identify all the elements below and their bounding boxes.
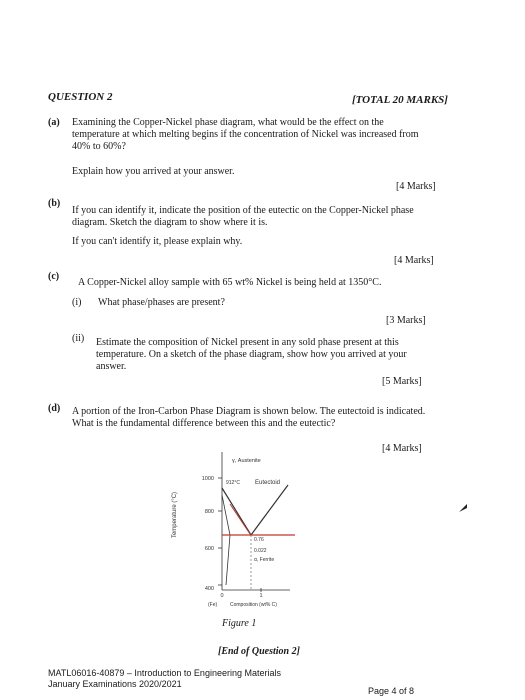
part-b-marks: [4 Marks] [394, 255, 434, 266]
ferrite-label: α, Ferrite [254, 557, 275, 563]
part-d-line1: A portion of the Iron-Carbon Phase Diagram is shown below. The eutectoid is indicated. [72, 406, 426, 417]
alpha-solvus [222, 495, 230, 535]
part-d-line2: What is the fundamental difference between this and the eutectic? [72, 418, 336, 429]
label-912: 912°C [226, 480, 240, 486]
x-axis-label: Composition (wt% C) [230, 602, 277, 608]
part-d-label: (d) [48, 403, 61, 414]
part-b-label: (b) [48, 198, 61, 209]
austenite-label: γ, Austenite [232, 458, 261, 464]
part-c-ii-marks: [5 Marks] [382, 376, 422, 387]
part-b-line2: diagram. Sketch the diagram to show where it is. [72, 217, 268, 228]
iron-carbon-svg [170, 440, 310, 615]
part-a-marks: [4 Marks] [396, 181, 436, 192]
part-b-line3: If you can't identify it, please explain why. [72, 236, 243, 247]
part-c-ii-text [96, 337, 476, 373]
part-a-explain: Explain how you arrived at your answer. [72, 166, 235, 177]
a3-line [222, 488, 251, 535]
footer-exam: January Examinations 2020/2021 [48, 679, 182, 689]
part-c-ii-line2: temperature. On a sketch of the phase diagram, show how you arrived at your [96, 349, 407, 360]
part-b-text [72, 205, 462, 229]
part-d-text [72, 406, 472, 430]
eutectoid-pointer [230, 504, 250, 534]
part-c-i-text: What phase/phases are present? [98, 297, 225, 308]
part-a-line1: Examining the Copper-Nickel phase diagram, what would be the effect on the [72, 117, 384, 128]
eutectoid-label: Eutectoid [255, 480, 281, 486]
footer-page: Page 4 of 8 [368, 686, 415, 696]
part-c-label: (c) [48, 271, 60, 282]
part-d-marks: [4 Marks] [382, 443, 422, 454]
y-tick-label-600: 600 [204, 546, 214, 552]
y-axis-label: Temperature (°C) [172, 491, 178, 539]
part-a-label: (a) [48, 117, 60, 128]
footer-course: MATL06016-40879 – Introduction to Engineering Materials [48, 668, 281, 678]
figure-caption: Figure 1 [222, 618, 257, 629]
iron-carbon-diagram [170, 440, 310, 615]
acm-line [251, 485, 288, 535]
part-a-text [72, 117, 462, 153]
mouse-cursor-icon [458, 500, 468, 510]
x-tick-label-0: 0 [220, 593, 224, 599]
part-c-i-label: (i) [72, 297, 82, 308]
total-marks: [TOTAL 20 MARKS] [352, 94, 448, 106]
y-tick-label-1000: 1000 [201, 476, 214, 482]
fe-label: (Fe) [208, 602, 218, 608]
part-c-intro: A Copper-Nickel alloy sample with 65 wt% Nickel is being held at 1350°C. [78, 277, 382, 288]
y-tick-label-400: 400 [204, 586, 214, 592]
part-c-i-marks: [3 Marks] [386, 315, 426, 326]
part-a-line2: temperature at which melting begins if the concentration of Nickel was increased from [72, 129, 419, 140]
part-c-ii-label: (ii) [72, 333, 85, 344]
part-b-line1: If you can identify it, indicate the position of the eutectic on the Copper-Nickel phase [72, 205, 414, 216]
part-c-ii-line3: answer. [96, 361, 127, 372]
end-of-question: [End of Question 2] [218, 646, 300, 657]
part-a-line3: 40% to 60%? [72, 141, 126, 152]
part-c-ii-line1: Estimate the composition of Nickel present in any sold phase present at this [96, 337, 399, 348]
y-tick-label-800: 800 [204, 509, 214, 515]
label-076: 0.76 [254, 537, 264, 543]
question-title: QUESTION 2 [48, 91, 113, 103]
x-tick-label-1: 1 [259, 593, 263, 599]
alpha-solvus-low [226, 535, 230, 585]
label-0022: 0.022 [254, 548, 267, 554]
